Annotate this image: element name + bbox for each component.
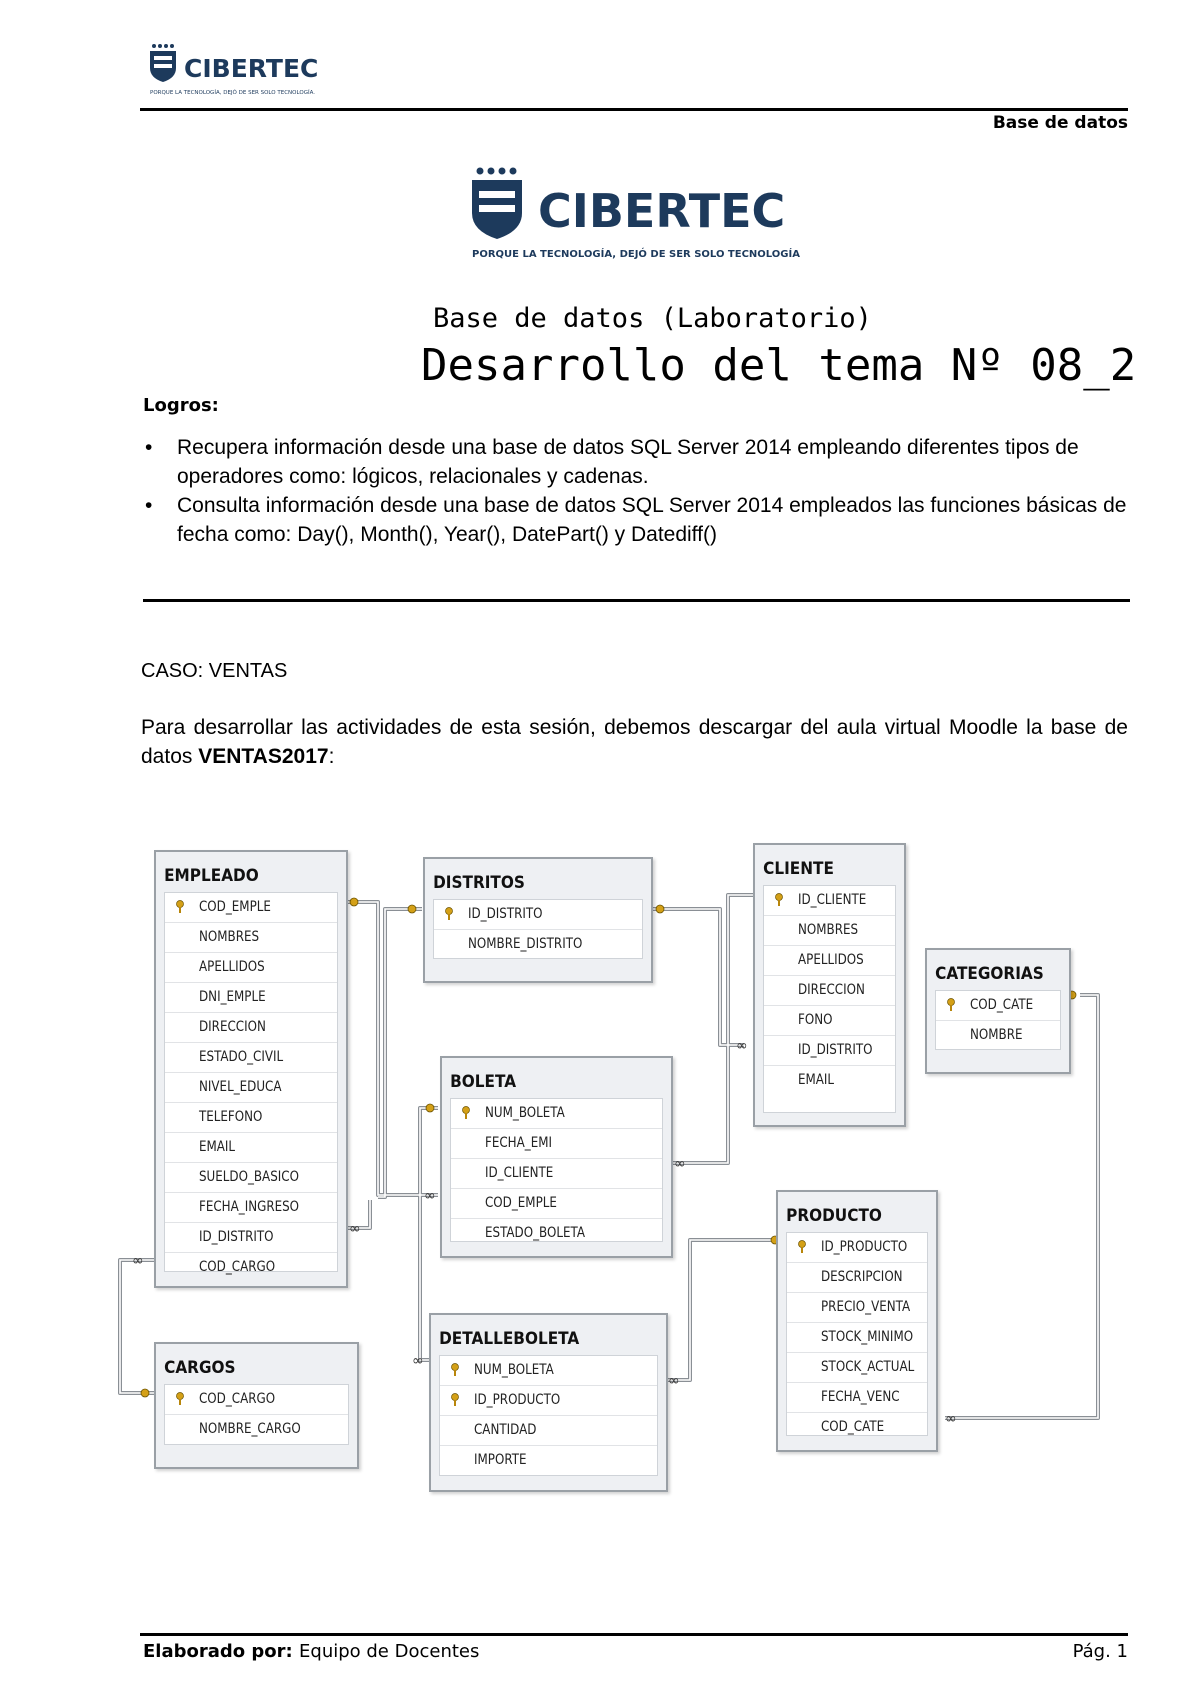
table-column: COD_EMPLE (451, 1189, 662, 1219)
table-producto (776, 1190, 938, 1452)
table-column: EMAIL (798, 1072, 835, 1088)
table-title: DISTRITOS (433, 873, 525, 893)
svg-text:∞: ∞ (132, 1253, 144, 1269)
table-column: STOCK_ACTUAL (787, 1353, 927, 1383)
logro-item: • Consulta información desde una base de datos SQL Server 2014 empleados las funciones básicas de fecha como: Day(), Month(), Year(), DatePart() y Datediff() (145, 491, 1130, 549)
table-cliente (753, 843, 906, 1127)
table-distritos (423, 857, 653, 983)
table-column: DNI_EMPLE (165, 983, 337, 1013)
table-column: TELEFONO (165, 1103, 337, 1133)
para-end: : (328, 745, 335, 768)
table-column: STOCK_MINIMO (787, 1323, 927, 1353)
table-column: APELLIDOS (764, 946, 895, 976)
table-column: ID_DISTRITO (764, 1036, 895, 1066)
footer-rule (140, 1633, 1128, 1636)
key-icon (444, 907, 454, 921)
table-cargos (154, 1342, 359, 1469)
svg-text:∞: ∞ (736, 1038, 748, 1054)
table-column: NOMBRE_DISTRITO (468, 936, 583, 952)
table-title: PRODUCTO (786, 1206, 882, 1226)
logros-label: Logros: (143, 395, 219, 416)
table-column: DESCRIPCION (787, 1263, 927, 1293)
table-column: DIRECCION (165, 1013, 337, 1043)
table-column: ID_PRODUCTO (787, 1233, 927, 1263)
table-column: FECHA_EMI (451, 1129, 662, 1159)
table-detalleboleta (429, 1313, 668, 1492)
table-column: ID_DISTRITO (165, 1223, 337, 1253)
page-number: Pág. 1 (1072, 1641, 1128, 1662)
title-brand: CIBERTEC (538, 184, 786, 238)
table-title: BOLETA (450, 1072, 517, 1092)
table-title: EMPLEADO (164, 866, 259, 886)
table-column: FONO (764, 1006, 895, 1036)
table-column: IMPORTE (474, 1452, 527, 1468)
key-icon (774, 893, 784, 907)
header-tagline: PORQUE LA TECNOLOGÍA, DEJÓ DE SER SOLO TECNOLOGÍA. (150, 90, 315, 96)
table-column: NIVEL_EDUCA (165, 1073, 337, 1103)
table-empleado (154, 850, 348, 1288)
table-column: NUM_BOLETA (440, 1356, 657, 1386)
key-icon (175, 900, 185, 914)
table-column: ESTADO_CIVIL (165, 1043, 337, 1073)
table-column: NOMBRE (970, 1027, 1023, 1043)
key-icon (797, 1240, 807, 1254)
caso-title: CASO: VENTAS (141, 660, 288, 682)
table-column: COD_CARGO (165, 1385, 348, 1415)
doc-title: Desarrollo del tema Nº 08_2 (421, 340, 1137, 391)
table-column: CANTIDAD (440, 1416, 657, 1446)
key-icon (450, 1393, 460, 1407)
svg-text:∞: ∞ (674, 1156, 686, 1172)
table-column: NUM_BOLETA (451, 1099, 662, 1129)
title-tagline: PORQUE LA TECNOLOGÍA, DEJÓ DE SER SOLO TECNOLOGÍA. (472, 249, 800, 260)
table-column: APELLIDOS (165, 953, 337, 983)
svg-text:∞: ∞ (945, 1411, 957, 1427)
table-column: ID_PRODUCTO (440, 1386, 657, 1416)
table-column: NOMBRE_CARGO (199, 1421, 301, 1437)
table-categorias (925, 948, 1071, 1074)
footer-credit: Elaborado por: Equipo de Docentes (143, 1641, 480, 1662)
table-column: ESTADO_BOLETA (485, 1225, 585, 1241)
table-column: COD_CARGO (199, 1259, 276, 1275)
table-title: CATEGORIAS (935, 964, 1044, 984)
svg-text:∞: ∞ (424, 1188, 436, 1204)
table-column: COD_CATE (821, 1419, 885, 1435)
table-column: EMAIL (165, 1133, 337, 1163)
table-column: FECHA_VENC (787, 1383, 927, 1413)
doc-subtitle: Base de datos (Laboratorio) (433, 303, 872, 334)
svg-text:∞: ∞ (412, 1353, 424, 1369)
table-column: ID_DISTRITO (434, 900, 642, 930)
table-column: ID_CLIENTE (764, 886, 895, 916)
header-brand: CIBERTEC (184, 54, 319, 83)
table-column: ID_CLIENTE (451, 1159, 662, 1189)
header-course: Base de datos (992, 113, 1128, 133)
table-column: NOMBRES (165, 923, 337, 953)
table-column: NOMBRES (764, 916, 895, 946)
para-text: Para desarrollar las actividades de esta sesión, debemos descargar del aula virtual Moodle la base de datos (141, 716, 1128, 768)
table-column: COD_CATE (936, 991, 1060, 1021)
svg-text:∞: ∞ (668, 1373, 680, 1389)
footer-author: Equipo de Docentes (299, 1641, 480, 1662)
key-icon (450, 1363, 460, 1377)
table-title: CLIENTE (763, 859, 834, 879)
svg-text:∞: ∞ (349, 1221, 361, 1237)
logro-item: • Recupera información desde una base de datos SQL Server 2014 empleando diferentes tipos de operadores como: lógicos, relacionales y cadenas. (145, 433, 1130, 491)
table-column: SUELDO_BASICO (165, 1163, 337, 1193)
key-icon (946, 998, 956, 1012)
table-boleta (440, 1056, 673, 1258)
db-name: VENTAS2017 (198, 745, 329, 768)
footer-label: Elaborado por (143, 1641, 286, 1662)
key-icon (461, 1106, 471, 1120)
key-icon (175, 1392, 185, 1406)
table-column: COD_EMPLE (165, 893, 337, 923)
table-title: DETALLEBOLETA (439, 1329, 580, 1349)
table-column: FECHA_INGRESO (165, 1193, 337, 1223)
table-title: CARGOS (164, 1358, 236, 1378)
table-column: PRECIO_VENTA (787, 1293, 927, 1323)
table-column: DIRECCION (764, 976, 895, 1006)
